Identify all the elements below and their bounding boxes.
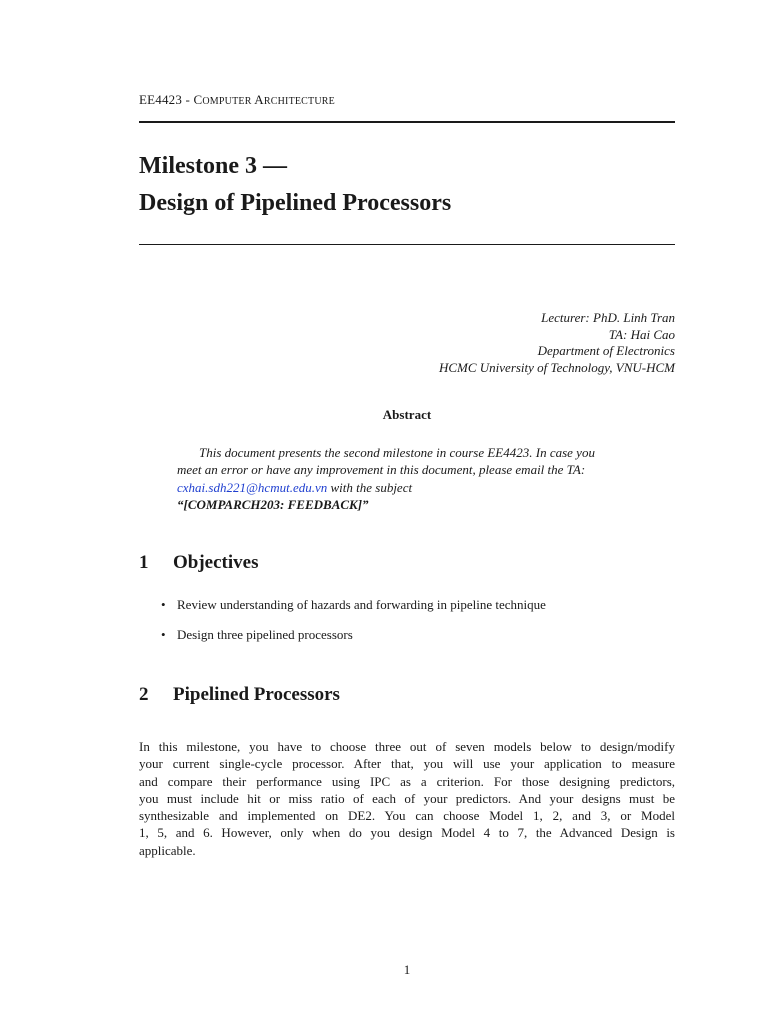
objectives-list [161,597,546,656]
running-head [139,92,335,108]
course-title-initial-a: A [254,92,264,107]
abstract-line-2: meet an error or have any improvement in this document, please email the TA: [177,462,586,478]
feedback-subject: “[COMPARCH203: FEEDBACK]” [177,496,369,512]
university-line: HCMC University of Technology, VNU-HCM [438,359,675,375]
course-code: EE4423 - [139,92,194,107]
paragraph-line: you must include hit or miss ratio of each of your predictors. And your designs must be [139,790,675,806]
course-title-initial-c: C [193,92,203,107]
abstract-line-1: This document presents the second milestone in course EE4423. In case you [199,445,595,460]
section-heading-pipelined-processors [139,684,340,706]
document-title [139,148,451,222]
title-line-1: Milestone 3 — [139,153,287,179]
title-line-2: Design of Pipelined Processors [139,190,452,216]
paragraph-line: applicable. [139,842,196,858]
page-number: 1 [403,962,411,977]
list-item [161,627,546,657]
abstract-after-email: with the subject [327,479,413,495]
list-item [161,597,546,627]
paragraph-line: synthesizable and implemented on DE2. You can choose Model 1, 2, and 3, or Model [139,808,675,824]
ta-line: TA: Hai Cao [608,326,675,342]
section-heading-objectives [139,552,258,574]
paragraph-line: and compare their performance using IPC as a criterion. For those designing predictors, [139,773,675,789]
header-rule-top [139,121,675,123]
list-item-text: Design three pipelined processors [177,626,353,642]
paragraph-line: 1, 5, and 6. However, only when do you design Model 4 to 7, the Advanced Design is [139,825,675,841]
author-block [439,310,675,376]
course-title-part-1: OMPUTER [202,96,255,107]
abstract-text [177,444,637,513]
header-rule-bottom [139,244,675,245]
course-title-part-2: RCHITECTURE [263,96,335,107]
abstract-line-3 [177,479,637,496]
department-line: Department of Electronics [537,343,675,358]
bullet-icon: • [161,597,166,612]
lecturer-line: Lecturer: PhD. Linh Tran [541,310,675,325]
ta-email-link[interactable]: cxhai.sdh221@hcmut.edu.vn [177,479,328,495]
section-title: Objectives [173,552,259,573]
paragraph-line: In this milestone, you have to choose three out of seven models below to design/modify [139,739,675,754]
abstract-heading: Abstract [382,407,432,422]
list-item-text: Review understanding of hazards and forwarding in pipeline technique [177,597,546,612]
section-number: 1 [139,552,149,573]
section-number: 2 [139,684,149,705]
paragraph-line: your current single-cycle processor. After that, you will use your application to measure [139,756,675,772]
section-title: Pipelined Processors [173,684,340,705]
section-2-paragraph [139,738,675,859]
bullet-icon: • [161,626,166,642]
